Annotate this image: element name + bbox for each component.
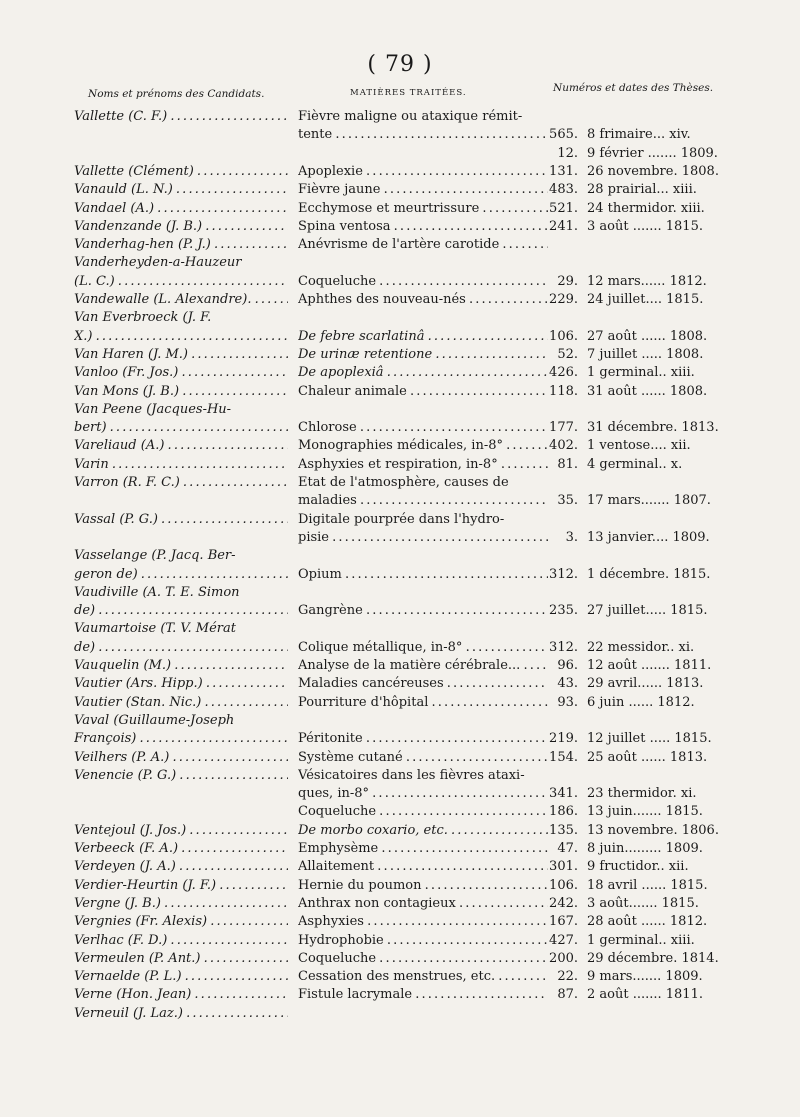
thesis-number: 427. (549, 932, 578, 948)
thesis-number: 22. (557, 969, 578, 985)
thesis-date: 13 novembre. 1806. (587, 822, 719, 838)
thesis-subject: Coqueluche . . . (298, 273, 548, 291)
thesis-date: 24 juillet.... 1815. (587, 292, 704, 307)
thesis-date: 18 avril ...... 1815. (587, 877, 708, 893)
thesis-subject: Coqueluche . . . (298, 950, 548, 968)
candidate-name: Vaumartoise (T. V. Mérat (74, 621, 236, 637)
thesis-date: 3 août ....... 1815. (587, 218, 703, 234)
thesis-number: 106. (549, 877, 578, 893)
thesis-number: 242. (549, 895, 578, 911)
thesis-date: 8 juin......... 1809. (587, 841, 703, 856)
thesis-number: 219. (549, 731, 578, 747)
thesis-number: 483. (549, 182, 578, 198)
thesis-number: 521. (549, 200, 578, 216)
thesis-number: 3. (565, 529, 578, 545)
thesis-number: 154. (549, 749, 578, 765)
thesis-date: 7 juillet ..... 1808. (587, 346, 704, 362)
candidate-name: Vanderheyden-a-Hauzeur (74, 255, 242, 271)
thesis-subject: De urinæ retentione . . . (298, 346, 548, 364)
thesis-number: 167. (549, 914, 578, 930)
thesis-number: 47. (557, 841, 578, 856)
thesis-subject: Maladies cancéreuses . . . (298, 675, 548, 693)
thesis-subject: Asphyxies . . . (298, 913, 548, 931)
candidate-name: Vassal (P. G.) . . . (74, 511, 288, 529)
candidate-name: Vanloo (Fr. Jos.) . . . (74, 364, 288, 382)
thesis-number: 301. (549, 859, 578, 875)
thesis-date: 1 germinal.. xiii. (587, 365, 695, 381)
thesis-subject: Système cutané . . . (298, 749, 548, 767)
candidate-name: Vandael (A.) . . . (74, 200, 288, 218)
thesis-subject: Hernie du poumon . . . (298, 877, 548, 895)
candidate-name: Vandewalle (L. Alexandre). . . . (74, 291, 288, 309)
thesis-number: 229. (549, 292, 578, 307)
thesis-number: 131. (549, 163, 578, 179)
thesis-number: 81. (557, 456, 578, 472)
thesis-subject: Chlorose . . . (298, 419, 548, 437)
header-names: Noms et prénoms des Candidats. (88, 88, 265, 100)
candidate-name: Vanauld (L. N.) . . . (74, 181, 288, 199)
thesis-date: 9 mars....... 1809. (587, 969, 703, 985)
thesis-date: 17 mars....... 1807. (587, 493, 711, 509)
thesis-date: 25 août ...... 1813. (587, 749, 708, 765)
thesis-number: 426. (549, 365, 578, 381)
candidate-name: Vernaelde (P. L.) . . . (74, 968, 288, 986)
thesis-number: 241. (549, 218, 578, 234)
thesis-number: 93. (557, 694, 578, 710)
thesis-subject: De apoplexiâ . . . (298, 364, 548, 382)
thesis-date: 24 thermidor. xiii. (587, 200, 705, 216)
thesis-date: 31 décembre. 1813. (587, 420, 719, 436)
thesis-subject: Ecchymose et meurtrissure . . . (298, 200, 548, 218)
candidate-name: bert) . . . (74, 419, 288, 437)
thesis-number: 43. (557, 676, 578, 692)
header-matters: MATIÈRES TRAITÉES. (350, 88, 467, 98)
thesis-subject: De morbo coxario, etc. . . . (298, 822, 548, 840)
thesis-date: 1 ventose.... xii. (587, 438, 691, 454)
thesis-number: 12. (557, 145, 578, 161)
thesis-subject: tente . . . (298, 126, 548, 144)
candidate-name: Vareliaud (A.) . . . (74, 437, 288, 455)
thesis-number: 186. (549, 804, 578, 820)
thesis-subject: Coqueluche . . . (298, 803, 548, 821)
thesis-date: 2 août ....... 1811. (587, 987, 703, 1003)
candidate-name: Verdier-Heurtin (J. F.) . . . (74, 877, 288, 895)
thesis-subject: Etat de l'atmosphère, causes de (298, 475, 509, 490)
candidate-name: Vautier (Stan. Nic.) . . . (74, 694, 288, 712)
thesis-date: 29 décembre. 1814. (587, 950, 719, 966)
thesis-subject: Monographies médicales, in-8° . . . (298, 437, 548, 455)
candidate-name: Van Mons (J. B.) . . . (74, 383, 288, 401)
candidate-name: geron de) . . . (74, 566, 288, 584)
candidate-name: Vauquelin (M.) . . . (74, 657, 288, 675)
thesis-number: 235. (549, 603, 578, 619)
thesis-subject: Gangrène . . . (298, 602, 548, 620)
thesis-number: 200. (549, 950, 578, 966)
thesis-number: 312. (549, 639, 578, 655)
header-numbers: Numéros et dates des Thèses. (553, 82, 714, 94)
candidate-name: Verneuil (J. Laz.) . . . (74, 1005, 288, 1023)
thesis-date: 6 juin ...... 1812. (587, 694, 695, 710)
thesis-subject: Pourriture d'hôpital . . . (298, 694, 548, 712)
candidate-name: Vanderhag-hen (P. J.) . . . (74, 236, 288, 254)
thesis-date: 4 germinal.. x. (587, 456, 683, 472)
candidate-name: Van Everbroeck (J. F. (74, 310, 212, 326)
candidate-name: Vermeulen (P. Ant.) . . . (74, 950, 288, 968)
thesis-subject: Anthrax non contagieux . . . (298, 895, 548, 913)
thesis-subject: Analyse de la matière cérébrale... . . . (298, 657, 548, 675)
thesis-date: 29 avril...... 1813. (587, 676, 704, 692)
thesis-date: 12 août ....... 1811. (587, 658, 712, 673)
thesis-subject: Fistule lacrymale . . . (298, 986, 548, 1004)
thesis-number: 96. (557, 658, 578, 673)
candidate-name: Vallette (Clément) . . . (74, 163, 288, 181)
thesis-number: 565. (549, 127, 578, 143)
thesis-date: 13 janvier.... 1809. (587, 529, 710, 545)
thesis-date: 26 novembre. 1808. (587, 163, 719, 179)
thesis-subject: Chaleur animale . . . (298, 383, 548, 401)
thesis-subject: Vésicatoires dans les fièvres ataxi- (298, 767, 525, 783)
candidate-name: Verdeyen (J. A.) . . . (74, 858, 288, 876)
candidate-name: Van Haren (J. M.) . . . (74, 346, 288, 364)
thesis-subject: maladies . . . (298, 492, 548, 510)
candidate-name: Varin . . . (74, 456, 288, 474)
candidate-name: Ventejoul (J. Jos.) . . . (74, 822, 288, 840)
thesis-subject: Spina ventosa . . . (298, 218, 548, 236)
thesis-subject: Digitale pourprée dans l'hydro- (298, 511, 505, 527)
candidate-name: Verne (Hon. Jean) . . . (74, 986, 288, 1004)
candidate-name: Veilhers (P. A.) . . . (74, 749, 288, 767)
candidate-name: Van Peene (Jacques-Hu- (74, 401, 232, 417)
thesis-subject: Fièvre jaune . . . (298, 181, 548, 199)
thesis-number: 106. (549, 328, 578, 344)
thesis-date: 31 août ...... 1808. (587, 383, 708, 399)
thesis-date: 1 germinal.. xiii. (587, 932, 695, 948)
thesis-number: 341. (549, 786, 578, 802)
thesis-subject: pisie . . . (298, 529, 548, 547)
candidate-name: Vergnies (Fr. Alexis) . . . (74, 913, 288, 931)
thesis-subject: Colique métallique, in-8° . . . (298, 639, 548, 657)
page-number: ( 79 ) (367, 52, 433, 77)
thesis-subject: Asphyxies et respiration, in-8° . . . (298, 456, 548, 474)
thesis-subject: Aphthes des nouveau-nés . . . (298, 291, 548, 309)
thesis-date: 12 juillet ..... 1815. (587, 731, 712, 747)
candidate-name: Vautier (Ars. Hipp.) . . . (74, 675, 288, 693)
thesis-number: 312. (549, 566, 578, 582)
thesis-subject: Emphysème . . . (298, 840, 548, 858)
thesis-number: 177. (549, 420, 578, 436)
thesis-date: 9 fructidor.. xii. (587, 859, 689, 875)
thesis-date: 1 décembre. 1815. (587, 566, 711, 582)
candidate-name: X.) . . . (74, 328, 288, 346)
thesis-date: 13 juin....... 1815. (587, 804, 703, 820)
candidate-name: Vergne (J. B.) . . . (74, 895, 288, 913)
thesis-subject: Péritonite . . . (298, 730, 548, 748)
candidate-name: François) . . . (74, 730, 288, 748)
thesis-date: 28 août ...... 1812. (587, 914, 708, 930)
candidate-name: Varron (R. F. C.) . . . (74, 474, 288, 492)
thesis-subject: Hydrophobie . . . (298, 932, 548, 950)
thesis-subject: Allaitement . . . (298, 858, 548, 876)
thesis-date: 23 thermidor. xi. (587, 786, 697, 802)
thesis-number: 52. (557, 346, 578, 362)
candidate-name: Vaval (Guillaume-Joseph (74, 712, 235, 728)
candidate-name: Verbeeck (F. A.) . . . (74, 840, 288, 858)
thesis-date: 12 mars...... 1812. (587, 273, 707, 289)
candidate-name: Vandenzande (J. B.) . . . (74, 218, 288, 236)
candidate-name: Vasselange (P. Jacq. Ber- (74, 548, 236, 564)
candidate-name: (L. C.) . . . (74, 273, 288, 291)
candidate-name: de) . . . (74, 602, 288, 620)
candidate-name: Verlhac (F. D.) . . . (74, 932, 288, 950)
thesis-date: 27 juillet..... 1815. (587, 603, 708, 619)
thesis-subject: Cessation des menstrues, etc. . . . (298, 968, 548, 986)
thesis-date: 27 août ...... 1808. (587, 328, 708, 344)
thesis-subject: Fièvre maligne ou ataxique rémit- (298, 109, 523, 124)
thesis-subject: Opium . . . (298, 566, 548, 584)
candidate-name: Vallette (C. F.) . . . (74, 108, 288, 126)
thesis-number: 35. (557, 493, 578, 509)
thesis-subject: ques, in-8° . . . (298, 785, 548, 803)
thesis-number: 135. (549, 822, 578, 838)
thesis-number: 118. (549, 383, 578, 399)
candidate-name: de) . . . (74, 639, 288, 657)
thesis-date: 8 frimaire... xiv. (587, 127, 691, 143)
thesis-subject: De febre scarlatinâ . . . (298, 328, 548, 346)
thesis-number: 402. (549, 438, 578, 454)
thesis-subject: Anévrisme de l'artère carotide . . . (298, 236, 548, 254)
thesis-number: 29. (557, 273, 578, 289)
candidate-name: Vaudiville (A. T. E. Simon (74, 584, 240, 600)
thesis-subject: Apoplexie . . . (298, 163, 548, 181)
thesis-date: 28 prairial... xiii. (587, 182, 697, 198)
thesis-date: 3 août....... 1815. (587, 895, 699, 911)
candidate-name: Venencie (P. G.) . . . (74, 767, 288, 785)
thesis-date: 22 messidor.. xi. (587, 639, 695, 655)
thesis-date: 9 février ....... 1809. (587, 145, 718, 161)
thesis-number: 87. (557, 987, 578, 1003)
